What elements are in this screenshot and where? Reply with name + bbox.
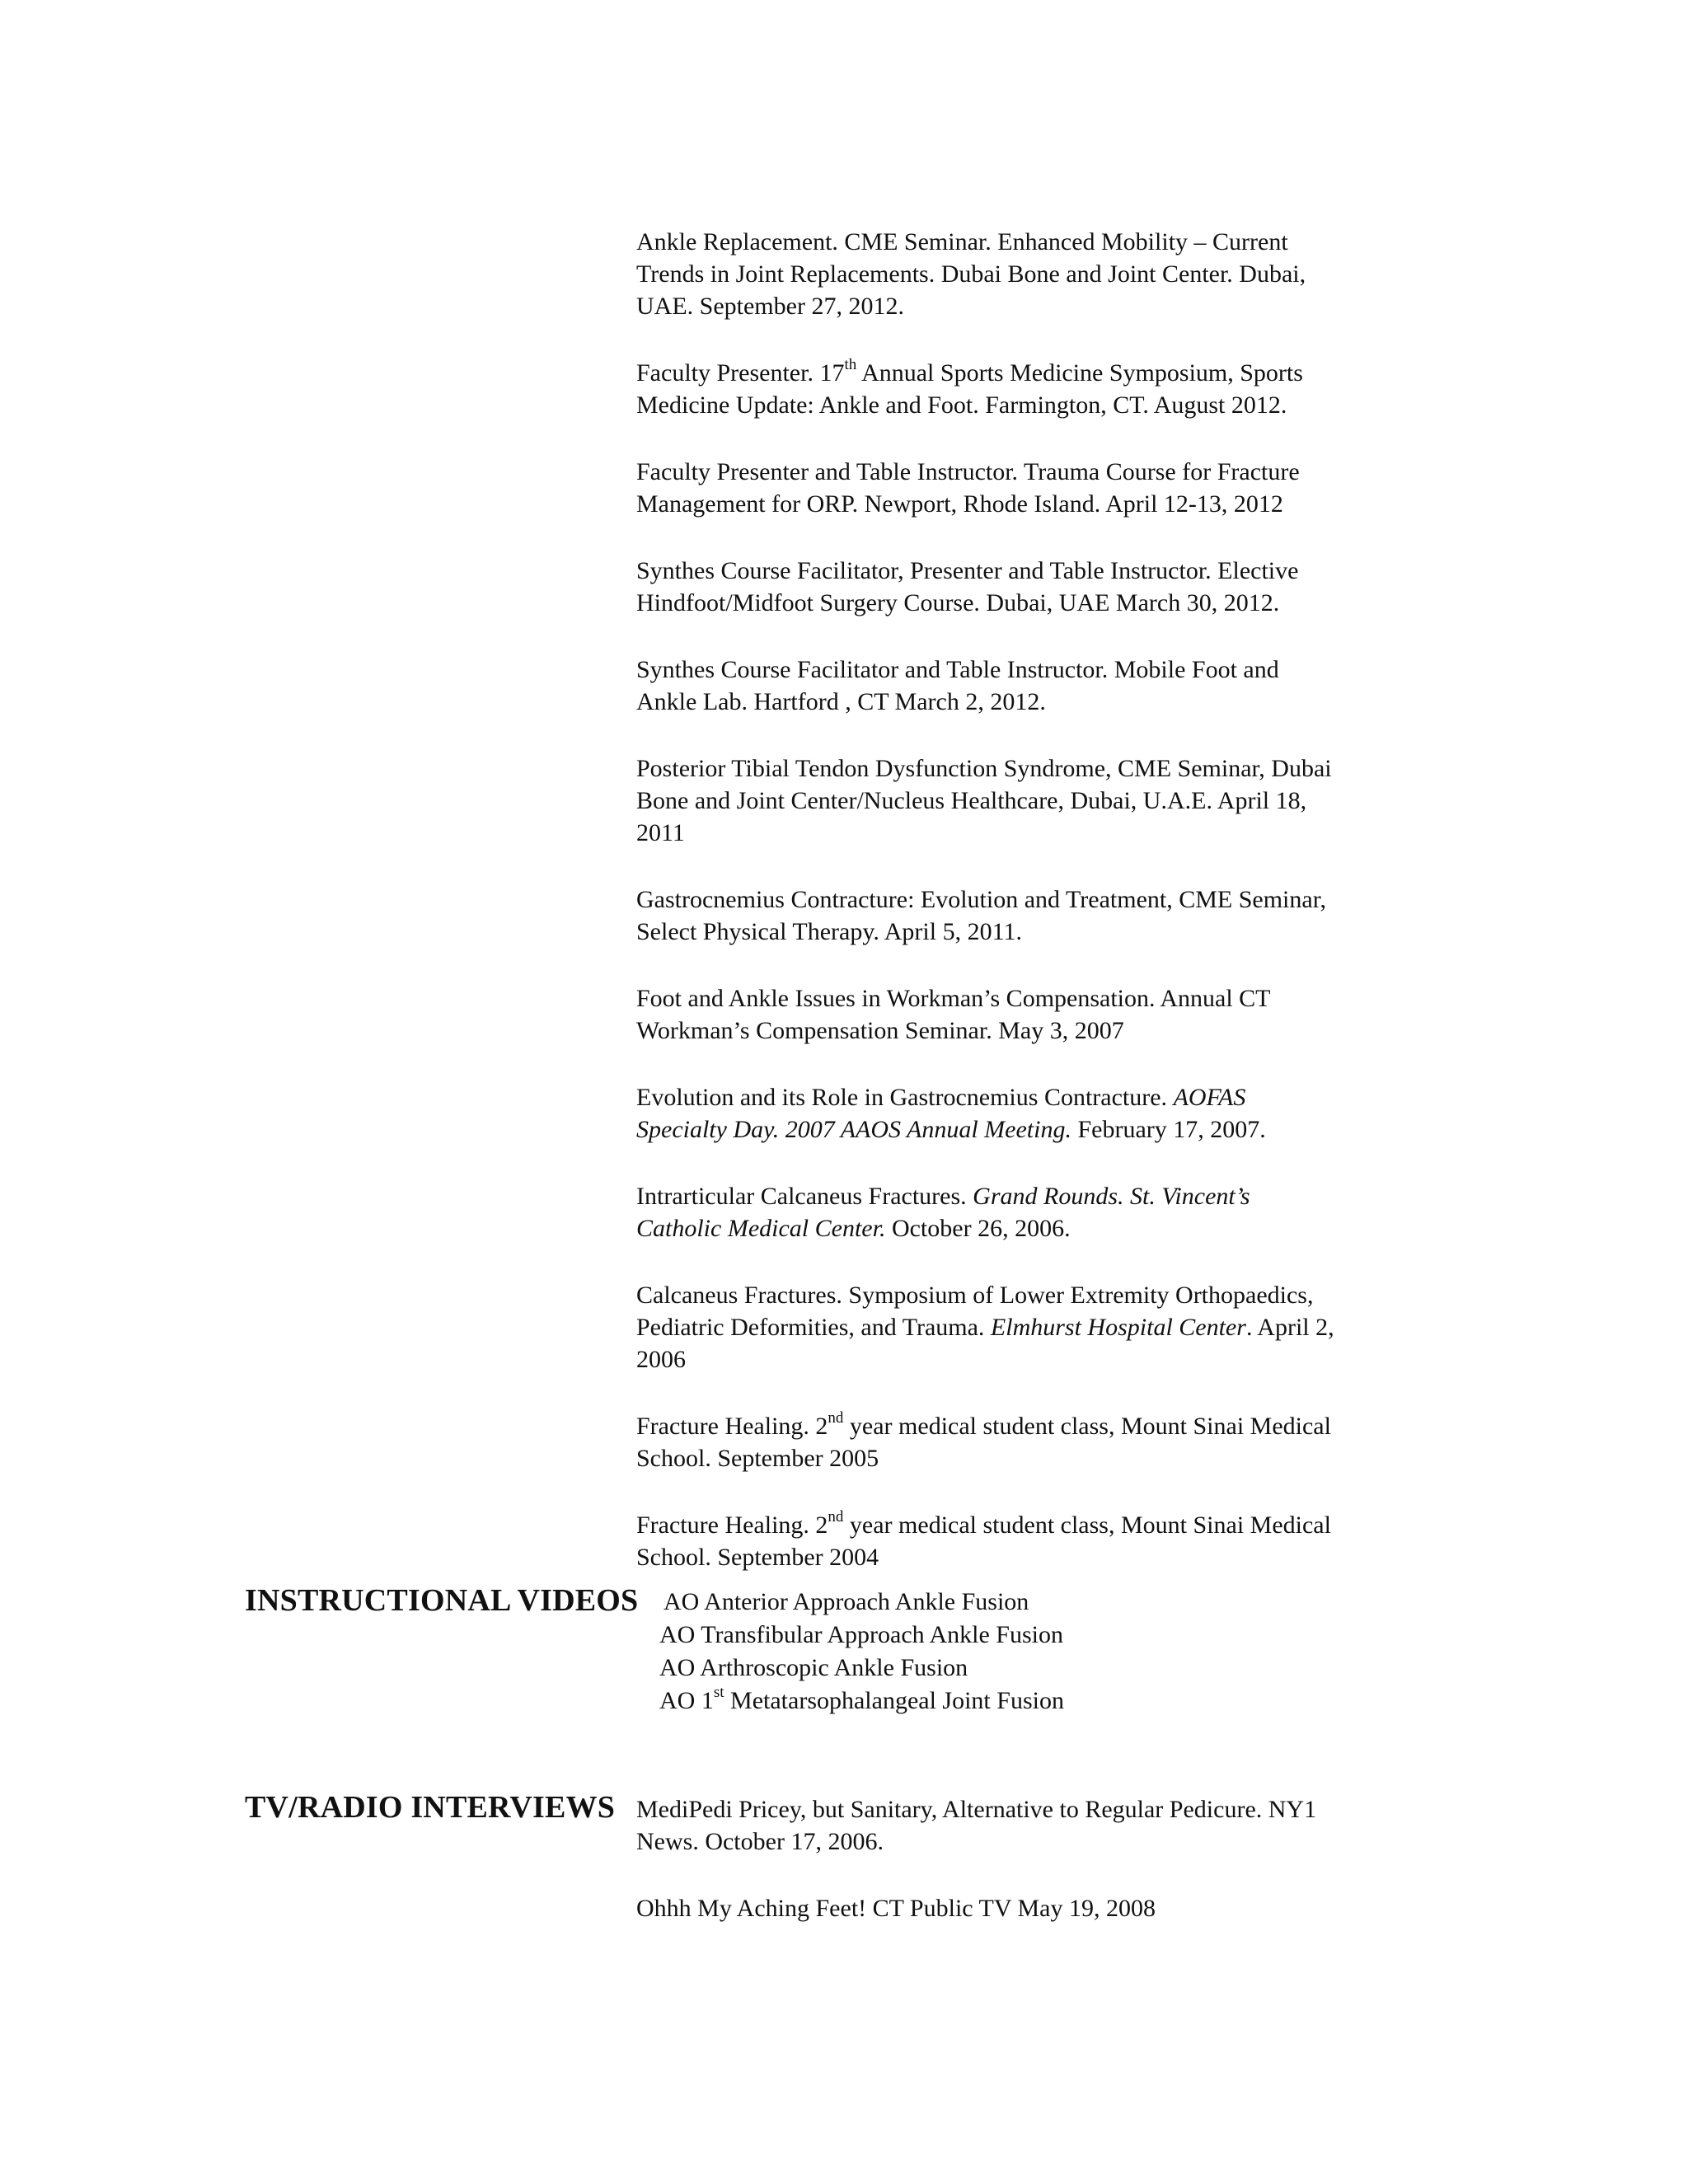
entry-line: News. October 17, 2006. <box>636 1828 884 1855</box>
entry-text: Faculty Presenter. 17 <box>636 359 845 387</box>
entry-line <box>636 1311 1444 1343</box>
entry-text: year medical student class, Mount Sinai Medical <box>843 1413 1331 1440</box>
presentation-entry <box>636 982 1444 1047</box>
entry-line <box>636 1081 1444 1113</box>
entry-text: . April 2, <box>1245 1314 1334 1341</box>
tv-radio-interviews-list <box>636 1793 1444 1959</box>
entry-line <box>636 1410 1444 1442</box>
presentation-entry <box>636 1410 1444 1474</box>
presentation-entry <box>636 1509 1444 1573</box>
entry-text: Evolution and its Role in Gastrocnemius Contracture. <box>636 1084 1174 1111</box>
presentation-entry <box>636 555 1444 619</box>
video-text: AO 1 <box>659 1687 714 1714</box>
entry-text: Fracture Healing. 2 <box>636 1511 828 1539</box>
entry-line <box>636 1180 1444 1212</box>
video-item: AO Transfibular Approach Ankle Fusion <box>659 1621 1063 1648</box>
instructional-videos-heading: INSTRUCTIONAL VIDEOS <box>245 1583 639 1618</box>
entry-line: Gastrocnemius Contracture: Evolution and Treatment, CME Seminar, <box>636 886 1326 913</box>
entry-line: Ohhh My Aching Feet! CT Public TV May 19, 2008 <box>636 1895 1156 1922</box>
entry-line: Foot and Ankle Issues in Workman’s Compensation. Annual CT <box>636 985 1271 1012</box>
entry-line: UAE. September 27, 2012. <box>636 293 904 320</box>
entry-line <box>636 1212 1444 1244</box>
entry-line: Trends in Joint Replacements. Dubai Bone and Joint Center. Dubai, <box>636 260 1306 288</box>
entry-line: School. September 2004 <box>636 1544 879 1571</box>
event-name-italic: Elmhurst Hospital Center <box>990 1314 1246 1341</box>
entry-line <box>636 1113 1444 1146</box>
presentations-list <box>636 226 1444 1608</box>
presentation-entry <box>636 654 1444 718</box>
presentation-entry <box>636 883 1444 948</box>
entry-line <box>636 357 1444 389</box>
entry-text: year medical student class, Mount Sinai Medical <box>843 1511 1331 1539</box>
entry-text: Intrarticular Calcaneus Fractures. <box>636 1183 973 1210</box>
entry-line: 2006 <box>636 1346 686 1373</box>
entry-line: Bone and Joint Center/Nucleus Healthcare, Dubai, U.A.E. April 18, <box>636 787 1307 814</box>
presentation-entry <box>636 456 1444 520</box>
entry-text: Fracture Healing. 2 <box>636 1413 828 1440</box>
entry-line: Management for ORP. Newport, Rhode Island. April 12-13, 2012 <box>636 490 1283 518</box>
entry-line <box>636 1509 1444 1541</box>
ordinal-suffix: nd <box>828 1508 844 1526</box>
entry-line: Posterior Tibial Tendon Dysfunction Syndrome, CME Seminar, Dubai <box>636 755 1332 782</box>
event-name-italic: Grand Rounds. St. Vincent’s <box>973 1183 1250 1210</box>
presentation-entry <box>636 1180 1444 1244</box>
entry-text: Pediatric Deformities, and Trauma. <box>636 1314 991 1341</box>
entry-line: 2011 <box>636 819 685 846</box>
entry-line: Hindfoot/Midfoot Surgery Course. Dubai, UAE March 30, 2012. <box>636 589 1280 616</box>
presentation-entry <box>636 1279 1444 1376</box>
video-item: AO Arthroscopic Ankle Fusion <box>659 1654 968 1681</box>
interview-entry <box>636 1892 1444 1924</box>
video-item <box>659 1685 1064 1718</box>
entry-text: Annual Sports Medicine Symposium, Sports <box>856 359 1303 387</box>
entry-line: Workman’s Compensation Seminar. May 3, 2007 <box>636 1017 1124 1044</box>
entry-text: February 17, 2007. <box>1071 1116 1266 1143</box>
video-item: AO Anterior Approach Ankle Fusion <box>663 1588 1029 1615</box>
presentation-entry <box>636 752 1444 849</box>
entry-line: Calcaneus Fractures. Symposium of Lower Extremity Orthopaedics, <box>636 1282 1314 1309</box>
ordinal-suffix: nd <box>828 1409 844 1427</box>
presentation-entry <box>636 357 1444 421</box>
entry-line: Medicine Update: Ankle and Foot. Farmington, CT. August 2012. <box>636 391 1287 419</box>
entry-line: MediPedi Pricey, but Sanitary, Alternative to Regular Pedicure. NY1 <box>636 1796 1317 1823</box>
presentation-entry <box>636 1081 1444 1146</box>
video-text: Metatarsophalangeal Joint Fusion <box>724 1687 1064 1714</box>
event-name-italic: AOFAS <box>1173 1084 1246 1111</box>
entry-text: October 26, 2006. <box>885 1215 1071 1242</box>
instructional-videos-list <box>659 1586 1064 1718</box>
ordinal-suffix: th <box>844 356 857 373</box>
entry-line: Synthes Course Facilitator and Table Instructor. Mobile Foot and <box>636 656 1279 683</box>
entry-line: Ankle Lab. Hartford , CT March 2, 2012. <box>636 688 1046 715</box>
entry-line: School. September 2005 <box>636 1445 879 1472</box>
tv-radio-interviews-heading: TV/RADIO INTERVIEWS <box>245 1790 616 1825</box>
presentation-entry <box>636 226 1444 322</box>
ordinal-suffix: st <box>713 1684 724 1701</box>
entry-line: Select Physical Therapy. April 5, 2011. <box>636 918 1022 945</box>
entry-line: Ankle Replacement. CME Seminar. Enhanced Mobility – Current <box>636 228 1288 255</box>
event-name-italic: Specialty Day. 2007 AAOS Annual Meeting. <box>636 1116 1071 1143</box>
event-name-italic: Catholic Medical Center. <box>636 1215 886 1242</box>
entry-line: Synthes Course Facilitator, Presenter and Table Instructor. Elective <box>636 557 1299 584</box>
entry-line: Faculty Presenter and Table Instructor. Trauma Course for Fracture <box>636 458 1300 485</box>
interview-entry <box>636 1793 1444 1858</box>
